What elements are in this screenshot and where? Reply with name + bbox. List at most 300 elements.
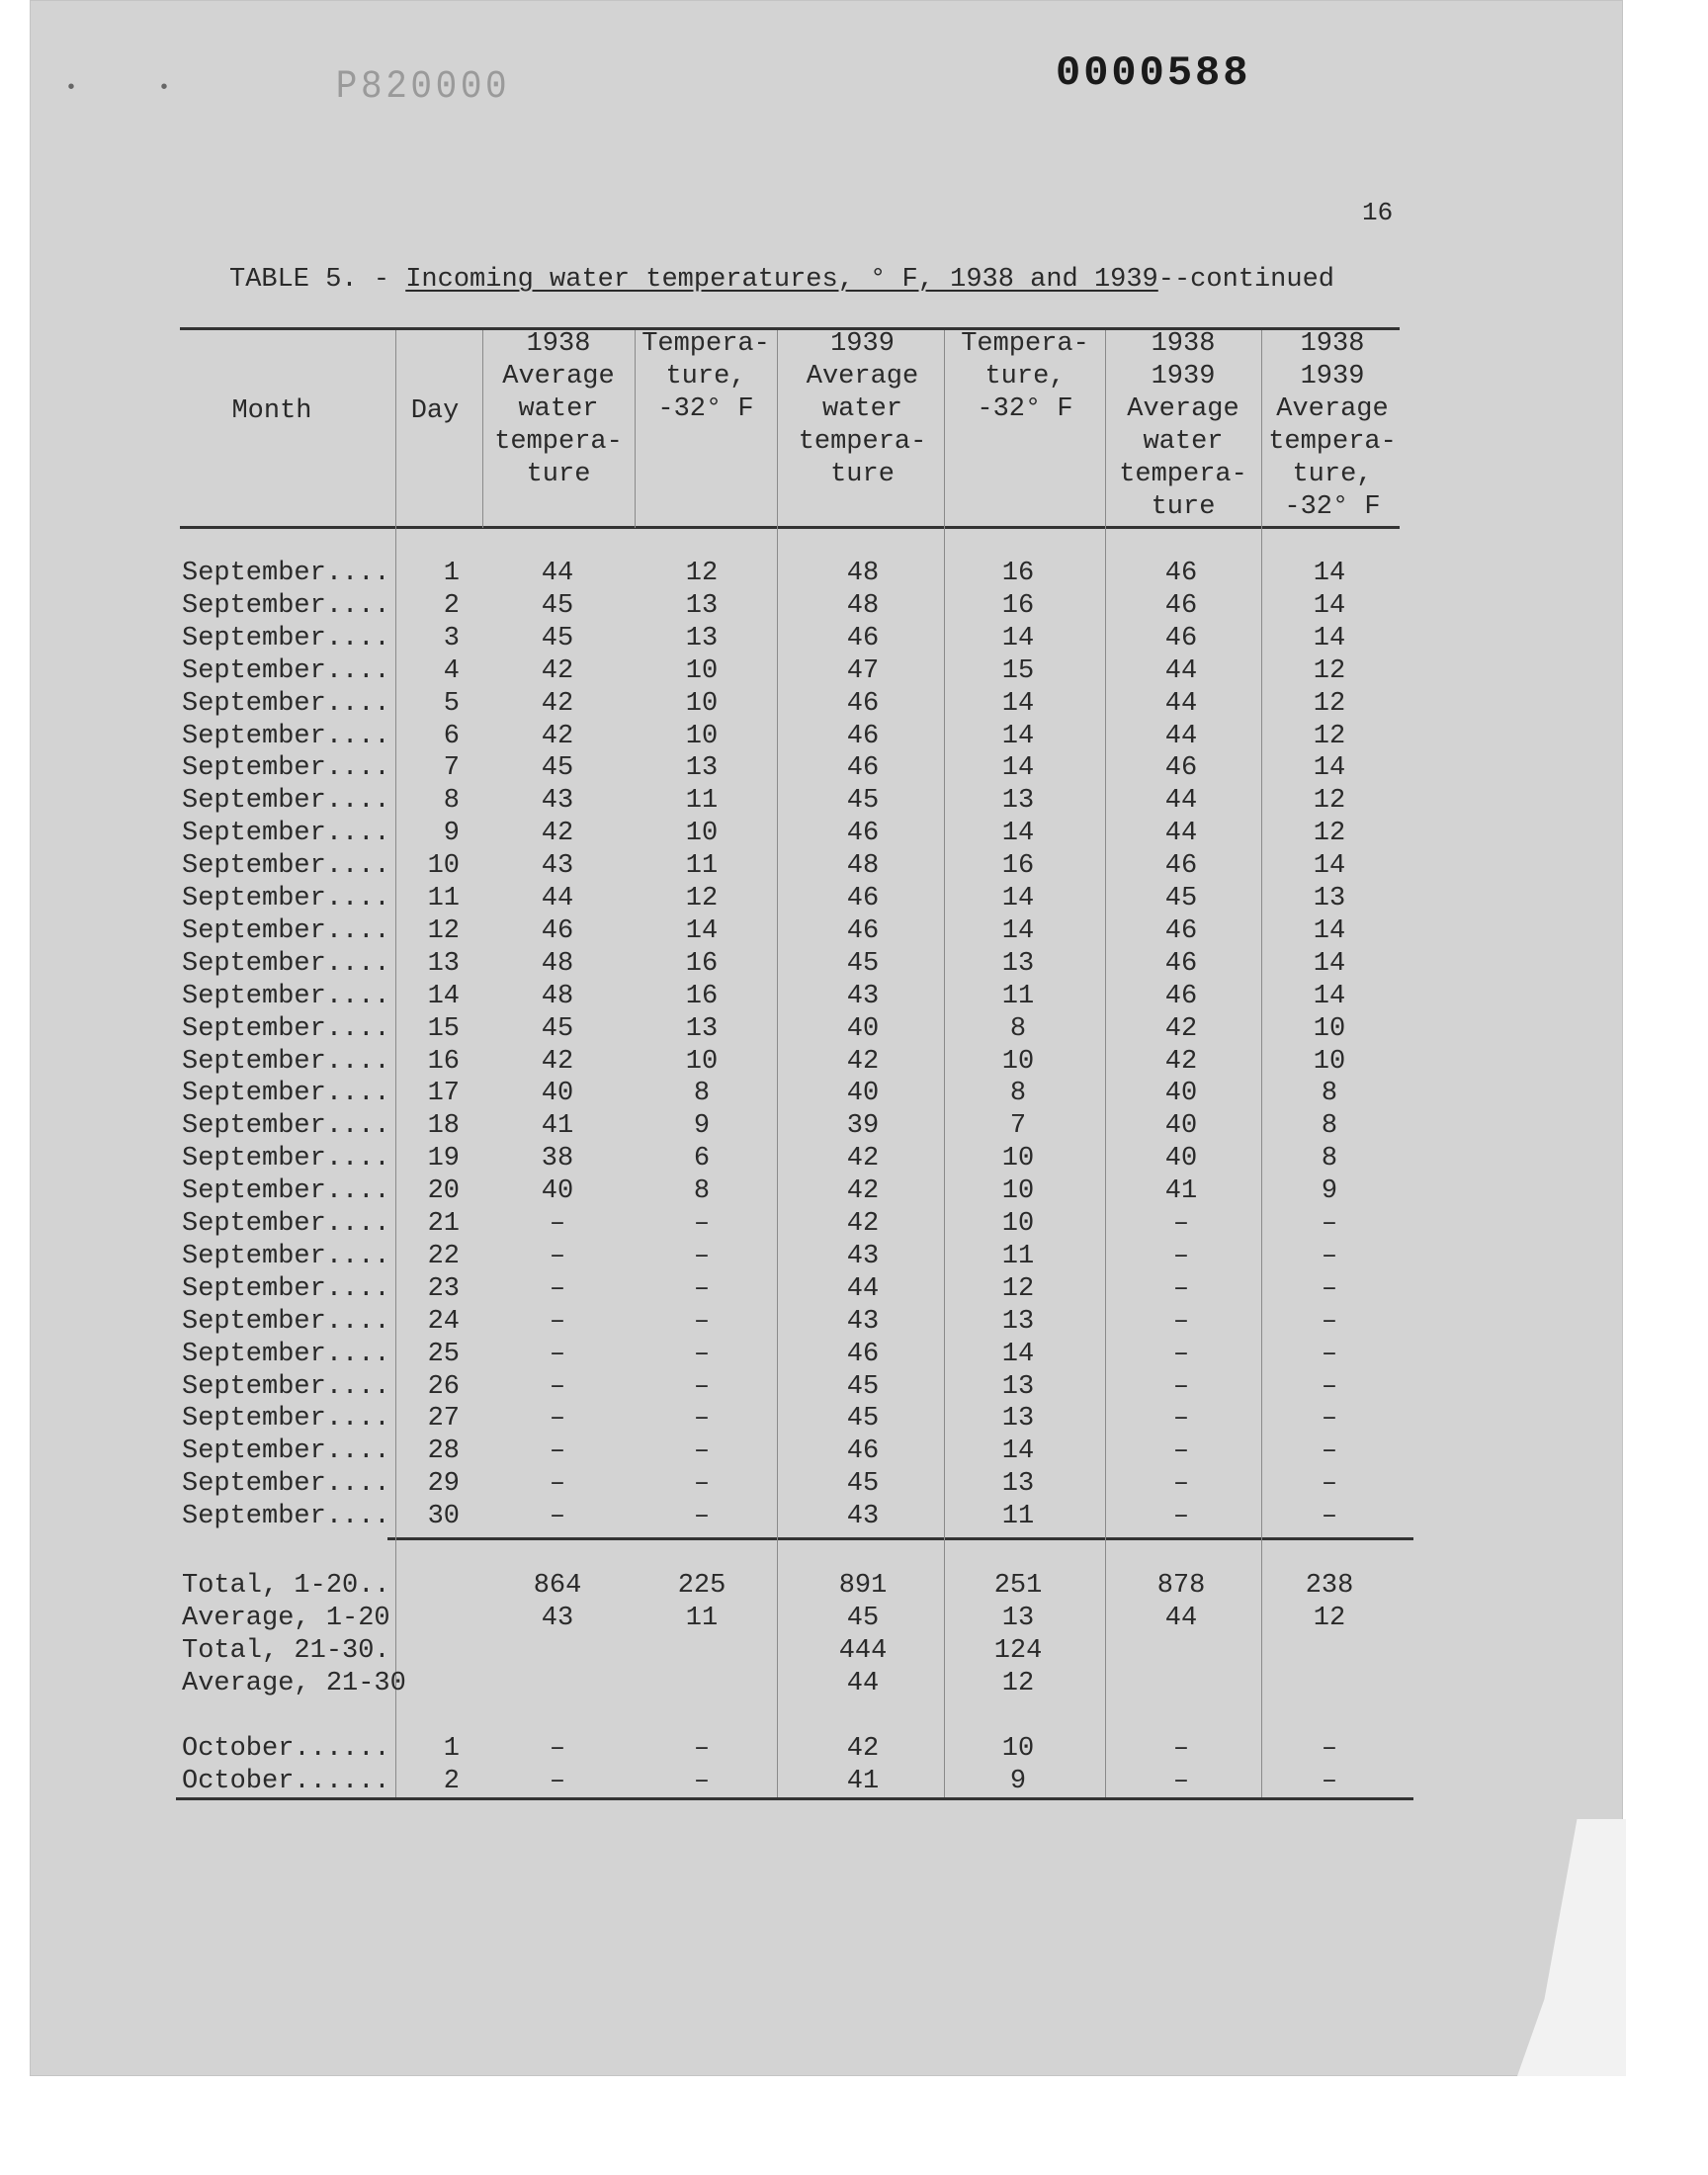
value-cell: 10 [685, 819, 719, 849]
value-cell: – [693, 1306, 711, 1337]
day-cell: 22 [427, 1241, 460, 1271]
value-cell: 14 [1001, 753, 1035, 784]
table-row [0, 883, 1708, 915]
month-cell: September.... [182, 1013, 390, 1044]
day-cell: 1 [443, 1734, 460, 1764]
value-cell: 47 [846, 655, 880, 686]
value-cell: 48 [846, 559, 880, 588]
header-rule [180, 526, 1400, 529]
value-cell: 12 [1313, 1603, 1346, 1633]
value-cell: 42 [846, 1046, 880, 1077]
day-cell: 2 [443, 1766, 460, 1796]
value-cell: 43 [846, 1502, 880, 1532]
day-cell: 19 [427, 1144, 460, 1174]
value-cell: 13 [1001, 1404, 1035, 1435]
value-cell: 14 [685, 915, 719, 946]
value-cell: 48 [541, 948, 574, 979]
value-cell: – [1172, 1209, 1190, 1239]
value-cell: 10 [1001, 1176, 1035, 1207]
value-cell: – [549, 1502, 566, 1532]
value-cell: 878 [1156, 1571, 1206, 1601]
value-cell: 45 [846, 1603, 880, 1633]
value-cell: 13 [1001, 1603, 1035, 1633]
month-cell: September.... [182, 1436, 390, 1467]
value-cell: 10 [685, 1046, 719, 1077]
value-cell: 13 [1001, 786, 1035, 817]
value-cell: 44 [1164, 655, 1198, 686]
day-cell: 24 [427, 1306, 460, 1337]
value-cell: 10 [1313, 1013, 1346, 1044]
value-cell: 46 [846, 688, 880, 719]
value-cell: 46 [541, 915, 574, 946]
value-cell: 41 [1164, 1176, 1198, 1207]
value-cell: – [1321, 1339, 1338, 1369]
value-cell: – [1172, 1339, 1190, 1369]
month-cell: September.... [182, 1469, 390, 1500]
month-cell: September.... [182, 1079, 390, 1109]
value-cell: 42 [541, 1046, 574, 1077]
value-cell: – [1321, 1502, 1338, 1532]
scan-speck: • [65, 77, 78, 100]
value-cell: 14 [1313, 915, 1346, 946]
value-cell: – [549, 1469, 566, 1500]
value-cell: – [549, 1209, 566, 1239]
value-cell: 42 [541, 655, 574, 686]
day-cell: 8 [443, 786, 460, 817]
page-number: 16 [1362, 198, 1394, 227]
value-cell: 45 [1164, 884, 1198, 914]
value-cell: 15 [1001, 655, 1035, 686]
value-cell: 225 [677, 1571, 726, 1601]
day-cell: 16 [427, 1046, 460, 1077]
faded-stamp-number: P820000 [335, 65, 511, 110]
scan-speck: • [158, 77, 171, 100]
value-cell: – [549, 1339, 566, 1369]
value-cell: 10 [1001, 1209, 1035, 1239]
value-cell: 8 [693, 1079, 711, 1109]
value-cell: 44 [846, 1273, 880, 1304]
value-cell: 14 [1001, 884, 1035, 914]
table-row [0, 1110, 1708, 1143]
day-cell: 2 [443, 590, 460, 621]
value-cell: 43 [846, 981, 880, 1011]
table-row [0, 948, 1708, 981]
month-cell: September.... [182, 1273, 390, 1304]
value-cell: – [549, 1273, 566, 1304]
month-cell: September.... [182, 1502, 390, 1532]
month-cell: September.... [182, 1306, 390, 1337]
month-cell: October...... [182, 1766, 390, 1796]
value-cell: – [693, 1502, 711, 1532]
value-cell: 12 [1313, 721, 1346, 751]
value-cell: 44 [541, 559, 574, 588]
month-cell: September.... [182, 1176, 390, 1207]
day-cell: 13 [427, 948, 460, 979]
value-cell: 45 [846, 1371, 880, 1402]
value-cell: 46 [846, 1436, 880, 1467]
value-cell: 40 [541, 1079, 574, 1109]
month-cell: September.... [182, 884, 390, 914]
month-cell: September.... [182, 559, 390, 588]
value-cell: 14 [1313, 851, 1346, 882]
day-cell: 14 [427, 981, 460, 1011]
table-row [0, 1403, 1708, 1436]
value-cell: 40 [1164, 1079, 1198, 1109]
value-cell: 891 [838, 1571, 888, 1601]
value-cell: 46 [1164, 590, 1198, 621]
table-row [0, 1273, 1708, 1306]
day-cell: 10 [427, 851, 460, 882]
value-cell: – [1321, 1436, 1338, 1467]
value-cell: 8 [1009, 1013, 1027, 1044]
header-1938-average: 1938 Average water tempera- ture [494, 329, 623, 489]
value-cell: 45 [541, 590, 574, 621]
value-cell: 45 [541, 623, 574, 653]
value-cell: 8 [1009, 1079, 1027, 1109]
value-cell: – [549, 1734, 566, 1764]
value-cell: – [1172, 1241, 1190, 1271]
table-row [0, 785, 1708, 818]
value-cell: 14 [1313, 559, 1346, 588]
value-cell: 46 [846, 623, 880, 653]
value-cell: 8 [1321, 1079, 1338, 1109]
day-cell: 5 [443, 688, 460, 719]
value-cell: 43 [541, 786, 574, 817]
table-row [0, 721, 1708, 753]
value-cell: 41 [846, 1766, 880, 1796]
day-cell: 7 [443, 753, 460, 784]
value-cell: 38 [541, 1144, 574, 1174]
value-cell: 42 [541, 721, 574, 751]
value-cell: 46 [1164, 981, 1198, 1011]
value-cell: 11 [685, 851, 719, 882]
value-cell: 12 [1001, 1273, 1035, 1304]
value-cell: 13 [1313, 884, 1346, 914]
value-cell: 10 [1001, 1144, 1035, 1174]
value-cell: – [549, 1766, 566, 1796]
value-cell: 42 [541, 688, 574, 719]
value-cell: – [1321, 1306, 1338, 1337]
table-row [0, 915, 1708, 948]
value-cell: 46 [846, 721, 880, 751]
value-cell: 44 [541, 884, 574, 914]
value-cell: 45 [541, 1013, 574, 1044]
value-cell: 14 [1001, 1339, 1035, 1369]
value-cell: 16 [685, 948, 719, 979]
header-1939-average: 1939 Average water tempera- ture [798, 329, 927, 489]
value-cell: 42 [846, 1734, 880, 1764]
value-cell: 14 [1313, 623, 1346, 653]
value-cell: – [693, 1241, 711, 1271]
value-cell: 864 [533, 1571, 582, 1601]
value-cell: 43 [541, 851, 574, 882]
value-cell: 43 [846, 1306, 880, 1337]
value-cell: 46 [1164, 623, 1198, 653]
value-cell: 44 [846, 1668, 880, 1698]
value-cell: 45 [846, 948, 880, 979]
value-cell: 8 [1321, 1144, 1338, 1174]
summary-label: Total, 1-20.. [182, 1571, 390, 1601]
value-cell: 9 [1321, 1176, 1338, 1207]
day-cell: 18 [427, 1111, 460, 1142]
value-cell: 14 [1001, 623, 1035, 653]
value-cell: 46 [846, 753, 880, 784]
value-cell: 46 [1164, 851, 1198, 882]
value-cell: – [693, 1436, 711, 1467]
value-cell: 42 [1164, 1046, 1198, 1077]
value-cell: 45 [846, 1469, 880, 1500]
month-cell: September.... [182, 948, 390, 979]
value-cell: 14 [1313, 753, 1346, 784]
day-cell: 1 [443, 559, 460, 588]
value-cell: 12 [1313, 786, 1346, 817]
value-cell: 14 [1001, 721, 1035, 751]
value-cell: 46 [846, 915, 880, 946]
value-cell: 13 [685, 753, 719, 784]
value-cell: 42 [1164, 1013, 1198, 1044]
month-cell: September.... [182, 1371, 390, 1402]
value-cell: 444 [838, 1635, 888, 1666]
table-row [0, 623, 1708, 655]
value-cell: 48 [846, 851, 880, 882]
month-cell: September.... [182, 915, 390, 946]
day-cell: 26 [427, 1371, 460, 1402]
month-cell: September.... [182, 786, 390, 817]
value-cell: 46 [1164, 948, 1198, 979]
month-cell: September.... [182, 721, 390, 751]
value-cell: – [1172, 1766, 1190, 1796]
value-cell: 46 [846, 1339, 880, 1369]
value-cell: – [549, 1371, 566, 1402]
value-cell: – [549, 1306, 566, 1337]
value-cell: 43 [541, 1603, 574, 1633]
table-row [0, 1436, 1708, 1468]
value-cell: 14 [1001, 915, 1035, 946]
value-cell: – [1172, 1404, 1190, 1435]
table-row [0, 818, 1708, 850]
body-rule [387, 1537, 1413, 1540]
month-cell: September.... [182, 1111, 390, 1142]
month-cell: September.... [182, 623, 390, 653]
value-cell: 13 [1001, 1306, 1035, 1337]
value-cell: 44 [1164, 688, 1198, 719]
value-cell: 11 [1001, 1502, 1035, 1532]
value-cell: – [1321, 1469, 1338, 1500]
column-divider [482, 330, 483, 528]
value-cell: 44 [1164, 1603, 1198, 1633]
value-cell: – [1321, 1209, 1338, 1239]
table-row [0, 1306, 1708, 1339]
value-cell: 44 [1164, 819, 1198, 849]
value-cell: – [549, 1241, 566, 1271]
month-cell: September.... [182, 1404, 390, 1435]
value-cell: 14 [1313, 981, 1346, 1011]
value-cell: 10 [685, 655, 719, 686]
value-cell: 39 [846, 1111, 880, 1142]
header-1939-temp: Tempera- ture, -32° F [961, 329, 1089, 424]
value-cell: 42 [846, 1209, 880, 1239]
value-cell: 46 [846, 884, 880, 914]
value-cell: – [1172, 1306, 1190, 1337]
value-cell: 10 [1001, 1046, 1035, 1077]
value-cell: 124 [993, 1635, 1043, 1666]
value-cell: 10 [1001, 1734, 1035, 1764]
value-cell: 12 [1313, 819, 1346, 849]
value-cell: – [1172, 1273, 1190, 1304]
value-cell: 46 [1164, 753, 1198, 784]
day-cell: 12 [427, 915, 460, 946]
value-cell: 14 [1001, 819, 1035, 849]
summary-label: Average, 21-30 [182, 1668, 406, 1698]
value-cell: – [1321, 1371, 1338, 1402]
value-cell: 12 [1313, 688, 1346, 719]
value-cell: 44 [1164, 721, 1198, 751]
value-cell: 14 [1001, 1436, 1035, 1467]
table-row [0, 1733, 1708, 1766]
value-cell: 43 [846, 1241, 880, 1271]
value-cell: 40 [1164, 1144, 1198, 1174]
value-cell: – [693, 1371, 711, 1402]
day-cell: 23 [427, 1273, 460, 1304]
header-day: Day [410, 396, 460, 426]
day-cell: 4 [443, 655, 460, 686]
value-cell: 41 [541, 1111, 574, 1142]
value-cell: 16 [1001, 590, 1035, 621]
table-row [0, 1570, 1708, 1603]
table-row [0, 1046, 1708, 1079]
month-cell: September.... [182, 1241, 390, 1271]
day-cell: 25 [427, 1339, 460, 1369]
value-cell: 13 [685, 590, 719, 621]
value-cell: 11 [1001, 1241, 1035, 1271]
day-cell: 29 [427, 1469, 460, 1500]
table-row [0, 1635, 1708, 1668]
value-cell: 7 [1009, 1111, 1027, 1142]
value-cell: 48 [541, 981, 574, 1011]
month-cell: September.... [182, 1046, 390, 1077]
table-row [0, 1468, 1708, 1501]
value-cell: 46 [846, 819, 880, 849]
value-cell: – [1172, 1502, 1190, 1532]
value-cell: 238 [1305, 1571, 1354, 1601]
value-cell: 11 [685, 1603, 719, 1633]
value-cell: 9 [693, 1111, 711, 1142]
table-row [0, 558, 1708, 590]
value-cell: 12 [685, 884, 719, 914]
value-cell: – [1321, 1734, 1338, 1764]
table-row [0, 752, 1708, 785]
header-combined-temp: 1938 1939 Average tempera- ture, -32° F [1268, 329, 1397, 522]
month-cell: September.... [182, 1209, 390, 1239]
table-row [0, 1339, 1708, 1371]
value-cell: 13 [1001, 1469, 1035, 1500]
day-cell: 9 [443, 819, 460, 849]
value-cell: – [1321, 1273, 1338, 1304]
table-row [0, 590, 1708, 623]
value-cell: – [1172, 1734, 1190, 1764]
value-cell: – [693, 1766, 711, 1796]
title-prefix: TABLE 5. - [229, 265, 406, 295]
value-cell: – [1321, 1404, 1338, 1435]
value-cell: 13 [1001, 948, 1035, 979]
value-cell: 13 [685, 623, 719, 653]
title-suffix: --continued [1157, 265, 1334, 295]
column-divider [635, 330, 636, 528]
value-cell: – [549, 1436, 566, 1467]
value-cell: – [549, 1404, 566, 1435]
day-cell: 27 [427, 1404, 460, 1435]
month-cell: September.... [182, 819, 390, 849]
table-row [0, 1501, 1708, 1533]
table-row [0, 1241, 1708, 1273]
month-cell: September.... [182, 1144, 390, 1174]
stamp-number: 0000588 [1056, 49, 1251, 97]
month-cell: September.... [182, 1339, 390, 1369]
value-cell: – [1172, 1469, 1190, 1500]
table-row [0, 1668, 1708, 1700]
value-cell: 12 [1313, 655, 1346, 686]
header-1938-temp: Tempera- ture, -32° F [641, 329, 770, 424]
table-row [0, 981, 1708, 1013]
day-cell: 6 [443, 721, 460, 751]
value-cell: 45 [846, 1404, 880, 1435]
value-cell: 46 [1164, 915, 1198, 946]
value-cell: 44 [1164, 786, 1198, 817]
value-cell: 48 [846, 590, 880, 621]
value-cell: – [693, 1339, 711, 1369]
day-cell: 28 [427, 1436, 460, 1467]
value-cell: 11 [1001, 981, 1035, 1011]
value-cell: – [1172, 1436, 1190, 1467]
value-cell: 13 [1001, 1371, 1035, 1402]
value-cell: 8 [693, 1176, 711, 1207]
day-cell: 3 [443, 623, 460, 653]
month-cell: September.... [182, 688, 390, 719]
day-cell: 21 [427, 1209, 460, 1239]
month-cell: September.... [182, 753, 390, 784]
value-cell: 9 [1009, 1766, 1027, 1796]
month-cell: October...... [182, 1734, 390, 1764]
value-cell: 10 [685, 688, 719, 719]
value-cell: 12 [685, 559, 719, 588]
table-row [0, 850, 1708, 883]
value-cell: 251 [993, 1571, 1043, 1601]
value-cell: 16 [1001, 559, 1035, 588]
header-combined-average: 1938 1939 Average water tempera- ture [1119, 329, 1247, 522]
month-cell: September.... [182, 981, 390, 1011]
table-row [0, 1175, 1708, 1208]
table-row [0, 1766, 1708, 1798]
value-cell: 46 [1164, 559, 1198, 588]
day-cell: 20 [427, 1176, 460, 1207]
value-cell: 8 [1321, 1111, 1338, 1142]
table-row [0, 1013, 1708, 1046]
value-cell: 40 [846, 1013, 880, 1044]
value-cell: – [693, 1209, 711, 1239]
value-cell: 40 [1164, 1111, 1198, 1142]
value-cell: – [1172, 1371, 1190, 1402]
value-cell: 45 [846, 786, 880, 817]
value-cell: 16 [685, 981, 719, 1011]
table-row [0, 655, 1708, 688]
value-cell: 45 [541, 753, 574, 784]
value-cell: 14 [1313, 948, 1346, 979]
value-cell: 42 [846, 1176, 880, 1207]
day-cell: 11 [427, 884, 460, 914]
day-cell: 30 [427, 1502, 460, 1532]
table-row [0, 1078, 1708, 1110]
summary-label: Total, 21-30. [182, 1635, 390, 1666]
